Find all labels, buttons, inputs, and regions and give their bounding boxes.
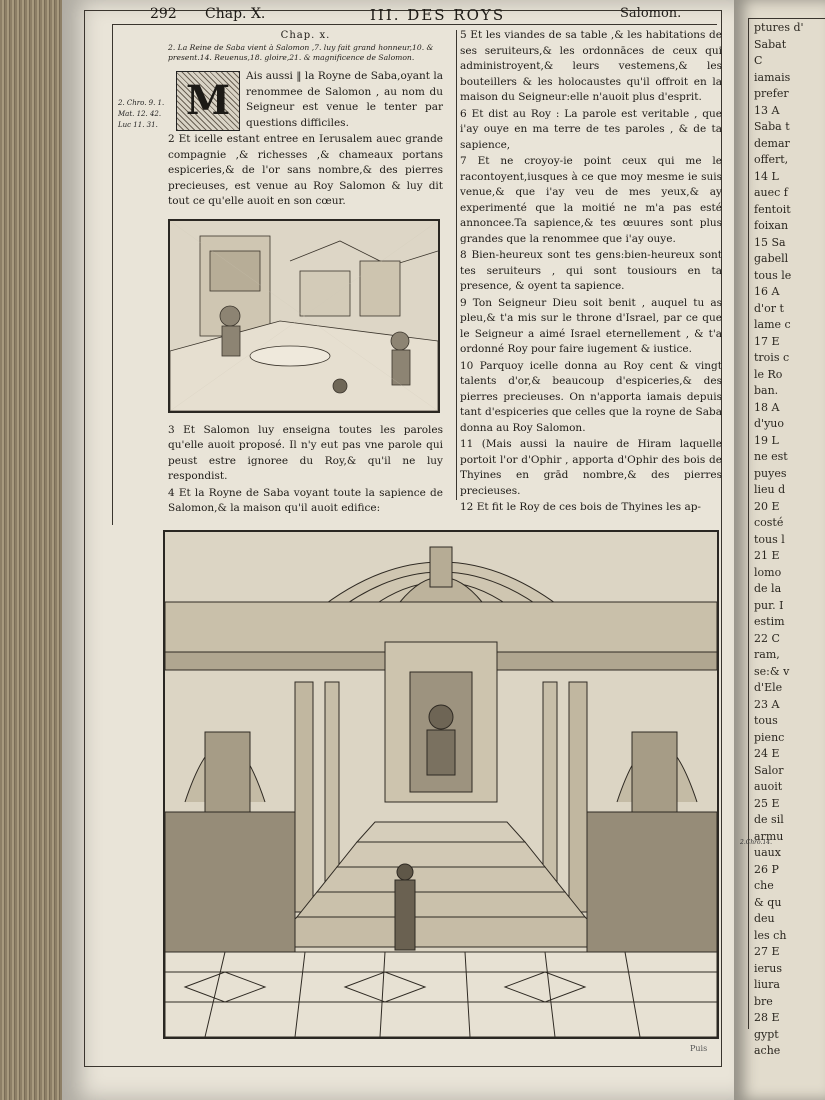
facing-page-line: 26 P bbox=[754, 862, 779, 876]
facing-page-line: deu bbox=[754, 912, 775, 925]
margin-ref: Mat. 12. 42. bbox=[118, 110, 162, 118]
facing-page-line: puyes bbox=[754, 466, 787, 480]
facing-page-line: tous bbox=[754, 714, 778, 727]
facing-page-line: 25 E bbox=[754, 796, 780, 810]
facing-page-line: tous l bbox=[754, 532, 785, 546]
facing-page-line: lieu d bbox=[754, 483, 786, 496]
facing-page-line: les ch bbox=[754, 928, 787, 942]
facing-page-line: 17 E bbox=[754, 334, 780, 348]
facing-page-line: costé bbox=[754, 516, 784, 529]
verse-7: 7 Et ne croyoy-ie point ceux qui me le racontoyent,iusques à ce que moy mesme ie suis venue,& que i'ay veu de mes yeux,& ay experimenté que la moitié ne m'a pas esté annoncee.Ta sapience,& tes œuures sont plus grandes que la renommee que i'ay ouye. bbox=[460, 155, 722, 245]
facing-page-line: ban. bbox=[754, 384, 779, 397]
facing-page-line: Saba t bbox=[754, 120, 790, 133]
facing-page-line: ierus bbox=[754, 961, 783, 975]
facing-page-line: auec f bbox=[754, 186, 788, 199]
facing-page-line: & qu bbox=[754, 895, 782, 909]
facing-page-line: auoit bbox=[754, 780, 783, 793]
facing-page-line: ne est bbox=[754, 450, 788, 463]
facing-page-line: Salor bbox=[754, 763, 784, 777]
facing-page-line: armu bbox=[754, 829, 784, 843]
page-number: 292 bbox=[150, 6, 177, 22]
facing-page-line: foixan bbox=[754, 219, 789, 232]
facing-page-line: uaux bbox=[754, 846, 781, 859]
decorated-initial bbox=[176, 71, 240, 131]
margin-ref: Luc 11. 31. bbox=[118, 121, 158, 129]
facing-page-line: 23 A bbox=[754, 697, 780, 711]
book-title: III. DES ROYS bbox=[370, 6, 506, 24]
verse-3: 3 Et Salomon luy enseigna toutes les paroles qu'elle auoit proposé. Il n'y eut pas vne parole qui peust estre ignoree du Roy,& qu'il ne luy respondist. bbox=[168, 423, 443, 482]
facing-page-line: demar bbox=[754, 136, 790, 150]
facing-page-line: d'or t bbox=[754, 301, 784, 315]
facing-page-line: trois c bbox=[754, 351, 790, 364]
facing-page-line: gabell bbox=[754, 252, 789, 265]
facing-page-line: ache bbox=[754, 1044, 781, 1057]
facing-page-line: pienc bbox=[754, 730, 785, 744]
facing-page-line: tous le bbox=[754, 268, 792, 282]
facing-page-line: liura bbox=[754, 978, 780, 991]
facing-page-line: de sil bbox=[754, 813, 784, 826]
facing-page-line: estim bbox=[754, 615, 785, 628]
facing-page-line: le Ro bbox=[754, 367, 783, 381]
facing-page-line: d'yuo bbox=[754, 417, 784, 430]
facing-page-line: lame c bbox=[754, 318, 791, 331]
facing-page-line: d'Ele bbox=[754, 681, 783, 694]
verse-8: 8 Bien-heureux sont tes gens:bien-heureux sont tes seruiteurs , qui sont tousiours en ta presence, & oyent ta sapience. bbox=[460, 249, 722, 292]
facing-page-line: iamais bbox=[754, 70, 791, 84]
chapter-summary: 2. La Reine de Saba vient à Salomon ,7. luy fait grand honneur,10. & present.14. Reuenus,18. gloire,21. & magnificence de Salomon. bbox=[168, 43, 434, 62]
right-column bbox=[460, 28, 722, 517]
verse-6: 6 Et dist au Roy : La parole est veritable , que i'ay ouye en ma terre de tes paroles , & de ta sapience, bbox=[460, 107, 722, 151]
facing-page-line: Sabat bbox=[754, 37, 787, 51]
verse-10: 10 Parquoy icelle donna au Roy cent & vingt talents d'or,& beaucoup d'espiceries,& des pierres precieuses. On n'apporta iamais depuis tant d'espiceries que celles que la royne de Saba donna au Roy Salomon. bbox=[460, 359, 722, 434]
facing-page-line: bre bbox=[754, 994, 773, 1008]
facing-page-line: 13 A bbox=[754, 103, 780, 117]
facing-page-line: se:& v bbox=[754, 664, 790, 678]
facing-page-line: offert, bbox=[754, 153, 789, 166]
woodcut-illustration-throne-of-solomon bbox=[163, 530, 719, 1039]
verse-1 bbox=[168, 69, 443, 131]
facing-page-line: gypt bbox=[754, 1027, 779, 1041]
facing-page-line: ram, bbox=[754, 648, 780, 661]
facing-page-line: lomo bbox=[754, 565, 782, 579]
column-divider bbox=[456, 30, 457, 500]
verse-text: Ais aussi ‖ la Royne de Saba,oyant la renommee de Salomon , au nom du Seigneur est venue le tenter par questions difficiles. bbox=[246, 70, 443, 129]
verse-5: 5 Et les viandes de sa table ,& les habitations de ses seruiteurs,& les ordonnāces de ceux qui administroyent,& leurs vestemens,& les bouteillers & les holocaustes qu'il offroit en la maison du Seigneur:elle n'auoit plus d'esprit. bbox=[460, 29, 722, 103]
margin-references bbox=[118, 98, 170, 131]
running-title: Salomon. bbox=[620, 6, 682, 21]
facing-page-line: 19 L bbox=[754, 433, 779, 447]
chapter-heading: Chap. x. bbox=[280, 30, 331, 41]
facing-page-line: pur. I bbox=[754, 598, 784, 612]
facing-page-line: 15 Sa bbox=[754, 235, 786, 249]
facing-page-line: prefer bbox=[754, 87, 789, 100]
initial-letter: M bbox=[185, 77, 231, 124]
facing-page-line: 16 A bbox=[754, 285, 780, 298]
facing-page-line: 18 A bbox=[754, 400, 780, 414]
facing-page-line: 14 L bbox=[754, 169, 779, 183]
verse-2: 2 Et icelle estant entree en Ierusalem auec grande compagnie ,& richesses ,& chameaux portans espiceries,& de l'or sans nombre,& des pierres precieuses, est venue au Roy Salomon & luy dit tout ce qu'elle auoit en son cœur. bbox=[168, 133, 443, 207]
facing-page-line: fentoit bbox=[754, 202, 791, 216]
facing-page-line: 27 E bbox=[754, 945, 780, 958]
facing-page-line: che bbox=[754, 879, 774, 892]
facing-page-text bbox=[754, 20, 825, 1060]
facing-page-line: ptures d' bbox=[754, 21, 804, 34]
facing-page-line: C bbox=[754, 54, 763, 67]
woodcut-illustration-queen-of-sheba bbox=[168, 219, 440, 413]
right-margin-reference: 2.Chro.14. bbox=[740, 839, 773, 846]
facing-page-line: 20 E bbox=[754, 499, 780, 513]
verse-12: 12 Et fit le Roy de ces bois de Thyines les ap- bbox=[460, 501, 701, 513]
margin-ref: 2. Chro. 9. 1. bbox=[118, 99, 165, 107]
running-header bbox=[150, 2, 720, 24]
chapter-label: Chap. X. bbox=[205, 6, 266, 22]
verse-9: 9 Ton Seigneur Dieu soit benit , auquel tu as pleu,& t'a mis sur le throne d'Israel, par ce que le Seigneur a aimé Israel eternellement , & t'a ordonné Roy pour faire iugement & iustice. bbox=[460, 296, 722, 355]
verse-4: 4 Et la Royne de Saba voyant toute la sapience de Salomon,& la maison qu'il auoit edifice: bbox=[168, 486, 443, 514]
facing-page-line: 28 E bbox=[754, 1011, 780, 1024]
facing-page-line: 21 E bbox=[754, 549, 780, 562]
catchword: Puis bbox=[690, 1044, 708, 1053]
facing-page-line: 24 E bbox=[754, 747, 780, 760]
facing-page-line: de la bbox=[754, 582, 782, 595]
verse-11: 11 (Mais aussi la nauire de Hiram laquelle portoit l'or d'Ophir , apporta d'Ophir des bois de Thyines en grād nombre,& des pierres precieuses. bbox=[460, 438, 722, 497]
facing-page-line: 22 C bbox=[754, 631, 780, 645]
left-column bbox=[168, 30, 443, 518]
